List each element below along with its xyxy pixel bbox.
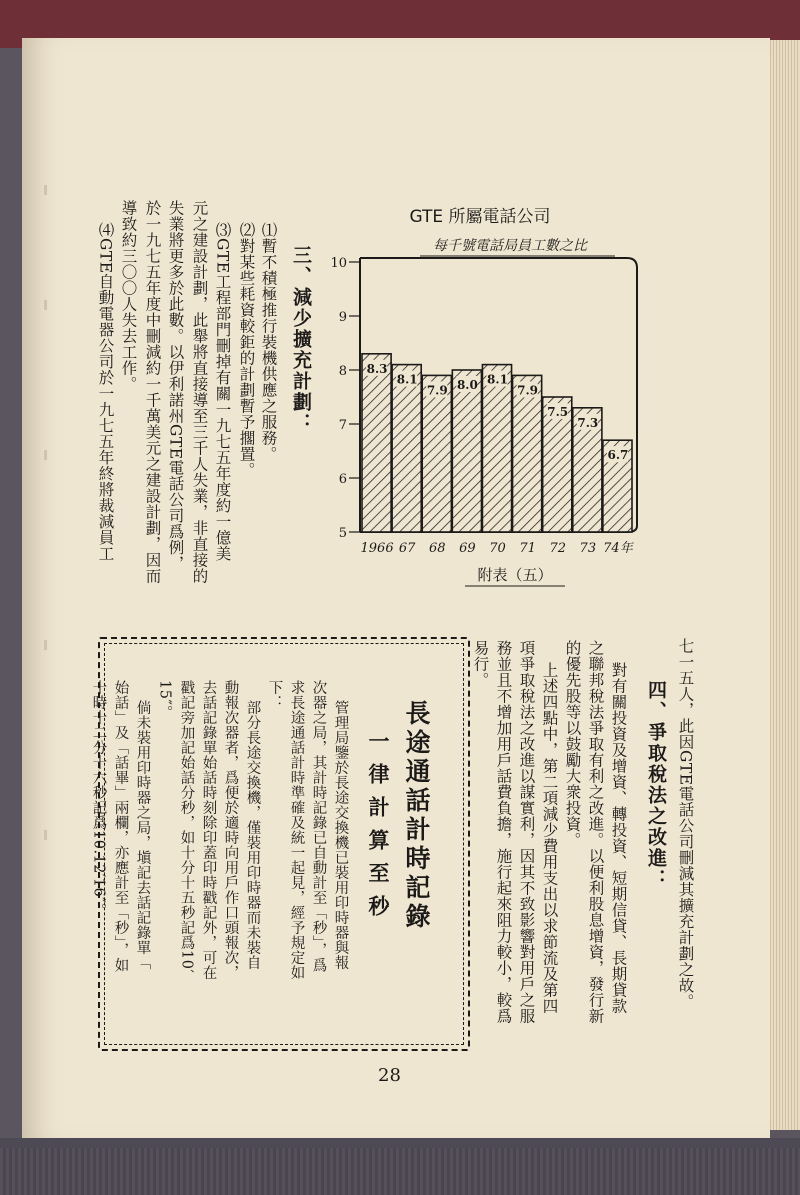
- value-label: 8.0: [456, 378, 478, 392]
- bar: [513, 375, 542, 532]
- y-tick-label: 9: [338, 310, 347, 325]
- paragraph-line: 之聯邦稅法爭取有利之改進。以便利股息增資，發行新: [586, 640, 605, 1024]
- value-label: 7.9: [426, 383, 448, 398]
- paragraph-line: 易行。: [471, 640, 490, 688]
- bar: [362, 354, 391, 532]
- chart-title: GTE 所屬電話公司: [409, 207, 551, 227]
- notice-line: 15″。: [156, 680, 173, 721]
- value-label: 8.1: [396, 372, 418, 387]
- notice-line-last: 十時十二分十六秒記爲10.12′16″。: [90, 680, 107, 919]
- x-tick-label: 69: [459, 541, 476, 556]
- item-3-cont: 導致約三〇〇人失去工作。: [119, 200, 138, 392]
- value-label: 8.1: [487, 372, 508, 387]
- notice-line: 下：: [266, 680, 283, 710]
- chart-caption: 附表（五）: [477, 566, 553, 584]
- value-label: 7.3: [577, 415, 599, 430]
- item-1: ⑴暫不積極推行裝機供應之服務。: [259, 222, 278, 462]
- notice-title: 長途通話計時記錄: [402, 700, 431, 932]
- notice-line: 去話記錄單始話時刻除印蓋印時戳記外，可在: [200, 680, 217, 980]
- x-tick-label: 67: [398, 541, 416, 556]
- x-tick-label: 74年: [603, 541, 633, 556]
- chart-subtitle: 每千號電話局員工數之比: [433, 238, 587, 254]
- y-tick-label: 6: [338, 472, 347, 487]
- bar: [452, 370, 481, 532]
- x-tick-label: 72: [549, 541, 566, 556]
- x-tick-label: 68: [429, 541, 446, 556]
- notice-subtitle: 一律計算至秒: [366, 730, 391, 928]
- section-3-heading: 三、減少擴充計劃：: [290, 245, 312, 434]
- notice-line: 倘未裝用印時器之局，塡記去話記錄單「: [134, 700, 151, 970]
- y-tick-label: 8: [338, 364, 347, 379]
- page-number: 28: [378, 1065, 401, 1086]
- y-tick-label: 7: [338, 418, 347, 433]
- item-3-cont: 失業將更多於此數。以伊利諾州GTE電話公司爲例，: [166, 200, 185, 572]
- x-tick-label: 70: [489, 541, 506, 556]
- binding-stitch: [44, 300, 47, 310]
- paragraph-line: 上述四點中，第二項減少費用支出以求節流及第四: [540, 662, 559, 1014]
- item-2: ⑵對某些耗資較鉅的計劃暫予擱置。: [237, 222, 256, 478]
- paragraph-line: 七一五人，此因GTE電話公司刪減其擴充計劃之故。: [676, 638, 695, 1010]
- value-label: 7.9: [517, 383, 539, 398]
- bar: [422, 375, 451, 532]
- section-4-heading: 四、爭取稅法之改進：: [645, 680, 667, 890]
- y-tick-label: 5: [338, 526, 347, 541]
- binding-stitch: [44, 450, 47, 460]
- paragraph-line: 的優先股等以鼓勵大衆投資。: [563, 640, 582, 848]
- x-tick-label: 1966: [360, 541, 394, 556]
- value-label: 8.3: [366, 361, 388, 376]
- notice-line: 動報次器者，爲便於適時向用戶作口頭報次，: [222, 680, 239, 980]
- item-3: ⑶GTE工程部門刪掉有關一九七五年度約一億美: [213, 222, 232, 562]
- notice-line: 求長途通話計時準確及統一起見，經予規定如: [288, 680, 305, 980]
- binding-stitch: [44, 640, 47, 650]
- paragraph-line: 項爭取稅法之改進以謀實利，因其不致影響對用戶之服: [517, 640, 536, 1024]
- item-3-cont: 於一九七五年度中刪減約一千萬美元之建設計劃，因而: [143, 200, 162, 584]
- binding-stitch: [44, 185, 47, 195]
- paragraph-line: 對有關投資及增資、轉投資、短期信貸、長期貸款: [609, 662, 628, 1014]
- item-3-cont: 元之建設計劃，此舉將直接導至三千人失業，非直接的: [190, 200, 209, 584]
- item-4: ⑷GTE自動電器公司於一九七五年終將裁減員工: [96, 222, 115, 562]
- y-tick-label: 10: [330, 256, 347, 271]
- notice-line: 管理局鑒於長途交換機已裝用印時器與報: [332, 700, 349, 970]
- value-label: 6.7: [607, 448, 629, 463]
- bar-chart: [325, 200, 655, 600]
- notice-line: 始話」及「話畢」兩欄，亦應計至「秒」，如: [112, 680, 129, 973]
- notice-line: 戳記旁加記始話分秒，如十分十五秒記爲10′: [178, 680, 195, 974]
- notice-line: 部分長途交換機，僅裝用印時器而未裝自: [244, 700, 261, 970]
- bar: [482, 365, 511, 532]
- binding-stitch: [44, 830, 47, 840]
- x-tick-label: 71: [519, 541, 536, 556]
- notice-line: 次器之局，其計時記錄已自動計至「秒」，爲: [310, 680, 327, 973]
- table-cloth: [0, 1148, 800, 1195]
- value-label: 7.5: [547, 405, 569, 419]
- x-tick-label: 73: [579, 541, 597, 556]
- bar: [392, 365, 421, 532]
- paragraph-line: 務並且不增加用戶話費負擔，施行起來阻力較小，較爲: [494, 640, 513, 1024]
